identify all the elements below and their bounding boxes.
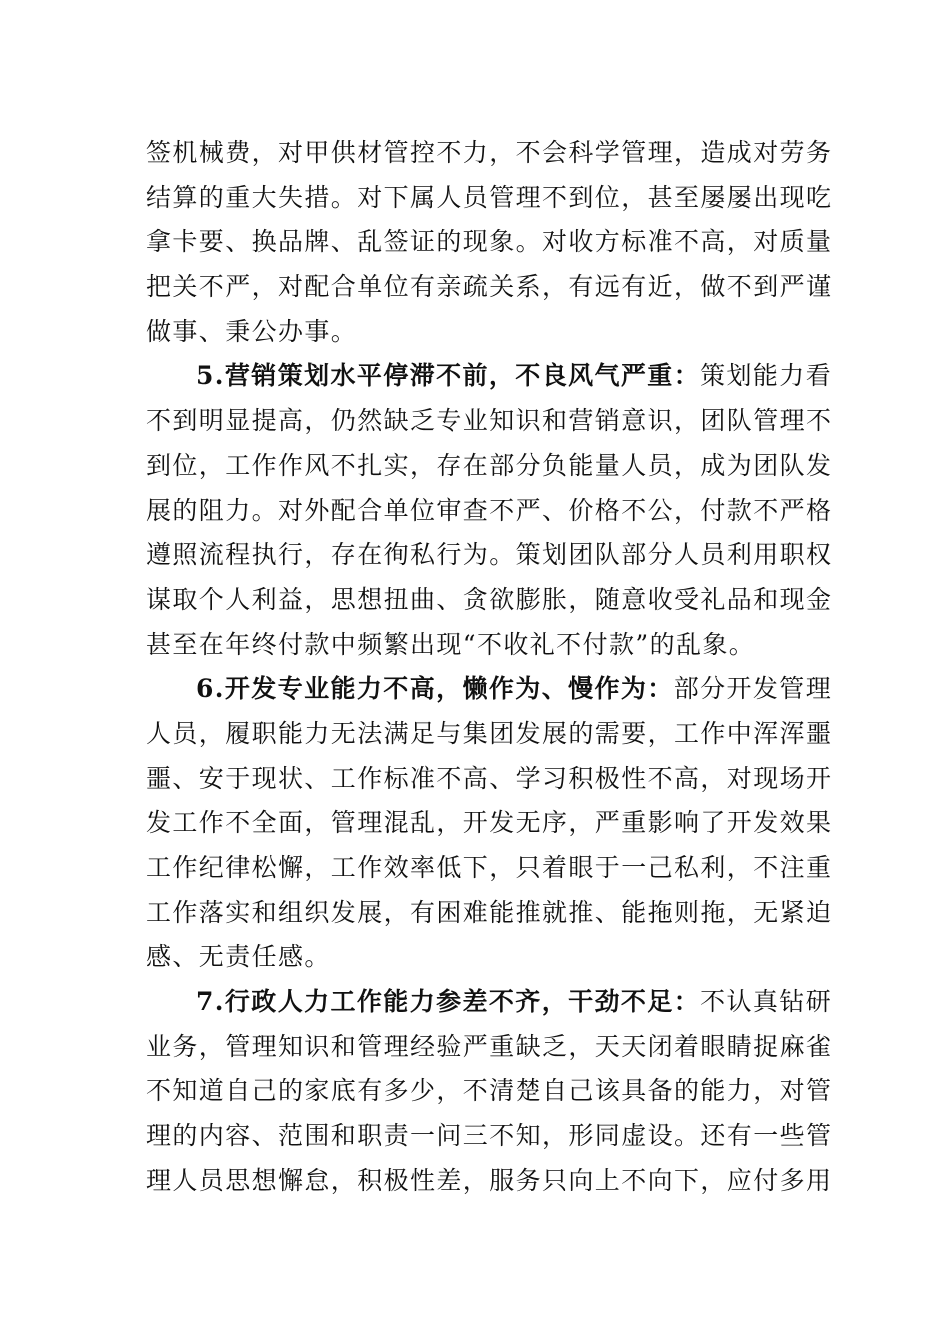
- text-line: 发工作不全面，管理混乱，开发无序，严重影响了开发效果: [146, 808, 833, 838]
- text-line: 理人员思想懈怠，积极性差，服务只向上不向下，应付多用: [146, 1165, 833, 1195]
- text-line: 展的阻力。对外配合单位审查不严、价格不公，付款不严格: [146, 495, 833, 525]
- text-line: 感、无责任感。: [146, 942, 331, 972]
- paragraph-first-line: [146, 354, 833, 399]
- text-line: 到位，工作作风不扎实，存在部分负能量人员，成为团队发: [146, 450, 833, 480]
- paragraph-first-line: [146, 980, 833, 1025]
- text-line: 不知道自己的家底有多少，不清楚自己该具备的能力，对管: [146, 1076, 833, 1106]
- document-body: [146, 131, 833, 1204]
- paragraph-6: [146, 667, 833, 980]
- text-line: 拿卡要、换品牌、乱签证的现象。对收方标准不高，对质量: [146, 227, 833, 257]
- text-line: 人员，履职能力无法满足与集团发展的需要，工作中浑浑噩: [146, 718, 833, 748]
- text-line: 把关不严，对配合单位有亲疏关系，有远有近，做不到严谨: [146, 272, 833, 302]
- text-line: 工作落实和组织发展，有困难能推就推、能拖则拖，无紧迫: [146, 897, 833, 927]
- text-line: 签机械费，对甲供材管控不力，不会科学管理，造成对劳务: [146, 138, 833, 167]
- text-line: 做事、秉公办事。: [146, 316, 358, 346]
- paragraph-first-line: [146, 667, 833, 712]
- text-line: 业务，管理知识和管理经验严重缺乏，天天闭着眼睛捉麻雀: [146, 1031, 833, 1061]
- text-line: 不到明显提高，仍然缺乏专业知识和营销意识，团队管理不: [146, 406, 833, 436]
- paragraph-7: [146, 980, 833, 1203]
- text-line: 遵照流程执行，存在徇私行为。策划团队部分人员利用职权: [146, 540, 833, 570]
- section-heading-6: 6.开发专业能力不高，懒作为、慢作为：: [196, 674, 674, 704]
- section-heading-5: 5.营销策划水平停滞不前，不良风气严重：: [196, 361, 701, 391]
- text-run: 部分开发管理: [673, 674, 833, 704]
- text-line: 理的内容、范围和职责一问三不知，形同虚设。还有一些管: [146, 1121, 833, 1151]
- text-line: 噩、安于现状、工作标准不高、学习积极性不高，对现场开: [146, 763, 833, 793]
- text-line: 谋取个人利益，思想扭曲、贪欲膨胀，随意收受礼品和现金: [146, 584, 833, 614]
- paragraph-5: [146, 354, 833, 667]
- paragraph-continuation: [146, 131, 833, 354]
- text-run: 策划能力看: [700, 361, 833, 391]
- text-run: 不认真钻研: [700, 987, 833, 1017]
- text-line: 甚至在年终付款中频繁出现“不收礼不付款”的乱象。: [146, 629, 756, 659]
- text-line: 结算的重大失措。对下属人员管理不到位，甚至屡屡出现吃: [146, 182, 833, 212]
- text-line: 工作纪律松懈，工作效率低下，只着眼于一己私利，不注重: [146, 853, 833, 882]
- section-heading-7: 7.行政人力工作能力参差不齐，干劲不足：: [196, 987, 701, 1017]
